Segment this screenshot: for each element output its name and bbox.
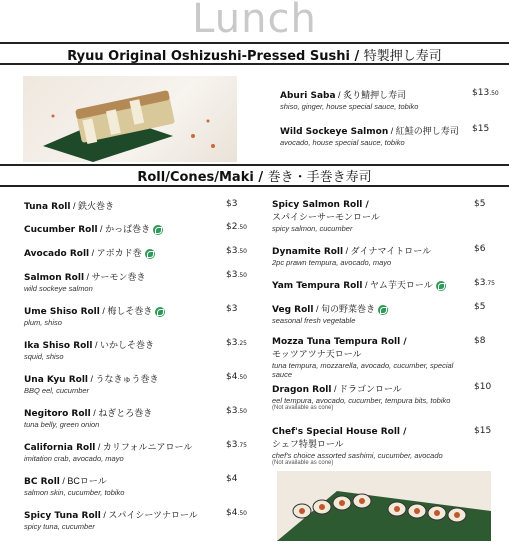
item-name-jp: サーモン巻き: [91, 272, 146, 282]
item-description: squid, shiso: [24, 352, 64, 361]
item-name: Ume Shiso Roll: [24, 307, 100, 317]
section-title-jp: 特製押し寿司: [363, 49, 442, 64]
item-name-jp: スパイシーツナロール: [108, 510, 198, 520]
vegetarian-icon: [436, 281, 446, 291]
item-name-jp: BCロール: [67, 476, 107, 486]
item-name: Mozza Tuna Tempura Roll /: [272, 337, 407, 347]
item-price: $15: [474, 426, 492, 436]
item-name: Cucumber Roll: [24, 225, 98, 235]
item-description: tuna belly, green onion: [24, 420, 100, 429]
item-price: $10: [474, 382, 492, 392]
item-name-jp: ドラゴンロール: [338, 384, 402, 394]
menu-item: Veg Roll / 旬の野菜巻き seasonal fresh vegetable: [272, 302, 472, 325]
item-name: Spicy Tuna Roll: [24, 511, 101, 521]
sushi-illustration: [23, 76, 237, 162]
menu-item: Tuna Roll / 鉄火巻き: [24, 201, 114, 212]
item-name: BC Roll: [24, 477, 60, 487]
item-description: wild sockeye salmon: [24, 284, 93, 293]
page-title: Lunch: [192, 0, 317, 42]
item-name-jp: モッツアツナ天ロール: [272, 349, 362, 359]
rolls-section-title: Roll/Cones/Maki / 巻き・手巻き寿司: [137, 170, 372, 185]
menu-item: Cucumber Roll / かっぱ巻き: [24, 222, 224, 235]
item-price: $5: [474, 302, 486, 312]
oshizushi-section-title: Ryuu Original Oshizushi-Pressed Sushi / 特製押し寿司: [67, 49, 442, 64]
menu-item: Negitoro Roll / ねぎとろ巻き tuna belly, green onion: [24, 406, 224, 429]
divider: [0, 63, 509, 65]
item-name: Yam Tempura Roll: [272, 281, 363, 291]
item-price: $13.50: [472, 88, 499, 98]
roll-photo: [277, 471, 491, 541]
menu-item: Una Kyu Roll / うなきゅう巻き BBQ eel, cucumber: [24, 372, 224, 395]
item-description: chef's choice assorted sashimi, cucumber, avocado: [272, 451, 443, 460]
item-price: $3.75: [474, 278, 495, 288]
item-price: $3.75: [226, 440, 247, 450]
item-name: Avocado Roll: [24, 249, 90, 259]
item-name-jp: ヤム芋天ロール: [370, 280, 433, 290]
menu-item: Aburi Saba / 炙り鯖押し寿司 shiso, ginger, house special sauce, tobiko: [280, 90, 419, 111]
item-name-jp: ねぎとろ巻き: [98, 408, 153, 418]
item-description: 2pc prawn tempura, avocado, mayo: [272, 258, 392, 267]
item-name-jp: 鉄火巻き: [77, 201, 114, 211]
item-price: $4: [226, 474, 238, 484]
item-name: Tuna Roll: [24, 202, 71, 212]
item-price: $8: [474, 336, 486, 346]
item-price: $3.50: [226, 246, 247, 256]
item-price: $2.50: [226, 222, 247, 232]
item-description: imitation crab, avocado, mayo: [24, 454, 124, 463]
item-name-jp: うなきゅう巻き: [95, 374, 159, 384]
menu-item: [272, 199, 472, 233]
item-name: Veg Roll: [272, 305, 314, 315]
item-price: $3.25: [226, 338, 247, 348]
section-title-en: Roll/Cones/Maki: [137, 170, 254, 185]
item-name-jp: スパイシーサーモンロール: [272, 212, 380, 222]
section-title-en: Ryuu Original Oshizushi-Pressed Sushi: [67, 49, 350, 64]
item-description: spicy salmon, cucumber: [272, 224, 353, 233]
item-name-jp: かっぱ巻き: [105, 224, 151, 234]
item-name: Dynamite Roll: [272, 247, 344, 257]
item-name-jp: カリフォルニアロール: [102, 442, 193, 452]
menu-item: Wild Sockeye Salmon / 紅鮭の押し寿司 avocado, house special sauce, tobiko: [280, 126, 459, 147]
item-description: BBQ eel, cucumber: [24, 386, 90, 395]
item-description: tuna tempura, mozzarella, avocado, cucumber, special sauce: [272, 361, 454, 379]
menu-item: BC Roll / BCロール salmon skin, cucumber, tobiko: [24, 474, 224, 497]
item-note: (Not available as cone): [272, 405, 334, 411]
item-description: salmon skin, cucumber, tobiko: [24, 488, 125, 497]
item-price: $3: [226, 199, 238, 209]
menu-item: [272, 336, 472, 379]
item-price: $4.50: [226, 372, 247, 382]
item-name-jp: アボカド巻: [96, 248, 142, 258]
item-name-jp: シェフ特製ロール: [272, 439, 344, 449]
item-name: Ika Shiso Roll: [24, 341, 93, 351]
vegetarian-icon: [155, 307, 165, 317]
item-name: California Roll: [24, 443, 96, 453]
item-name: Salmon Roll: [24, 273, 85, 283]
vegetarian-icon: [153, 225, 163, 235]
menu-item: Yam Tempura Roll / ヤム芋天ロール: [272, 278, 472, 291]
item-name: Chef's Special House Roll /: [272, 427, 407, 437]
item-description: spicy tuna, cucumber: [24, 522, 95, 531]
item-name: Spicy Salmon Roll /: [272, 200, 369, 210]
oshizushi-photo: [23, 76, 237, 162]
item-price: $5: [474, 199, 486, 209]
item-price: $15: [472, 124, 490, 134]
item-description: eel tempura, avocado, cucumber, tempura bits, tobiko: [272, 396, 451, 405]
vegetarian-icon: [378, 305, 388, 315]
item-name-jp: 旬の野菜巻き: [320, 304, 375, 314]
item-name-jp: 梅しそ巻き: [107, 306, 153, 316]
item-price: $6: [474, 244, 486, 254]
menu-item: California Roll / カリフォルニアロール imitation crab, avocado, mayo: [24, 440, 224, 463]
item-name: Negitoro Roll: [24, 409, 91, 419]
menu-item: Salmon Roll / サーモン巻き wild sockeye salmon: [24, 270, 224, 293]
item-description: plum, shiso: [24, 318, 62, 327]
item-note: (Not available as cone): [272, 460, 334, 466]
menu-item: Ika Shiso Roll / いかしそ巻き squid, shiso: [24, 338, 224, 361]
item-name: Dragon Roll: [272, 385, 332, 395]
menu-item: [272, 426, 472, 466]
divider: [0, 42, 509, 44]
item-name-jp: いかしそ巻き: [100, 340, 155, 350]
menu-item: Ume Shiso Roll / 梅しそ巻き plum, shiso: [24, 304, 224, 327]
roll-illustration: [277, 471, 491, 541]
item-name: Una Kyu Roll: [24, 375, 89, 385]
item-price: $3.50: [226, 270, 247, 280]
vegetarian-icon: [145, 249, 155, 259]
menu-item: Dynamite Roll / ダイナマイトロール 2pc prawn tempura, avocado, mayo: [272, 244, 472, 267]
item-price: $3: [226, 304, 238, 314]
item-price: $4.50: [226, 508, 247, 518]
item-name-jp: ダイナマイトロール: [350, 246, 432, 256]
menu-item: Spicy Tuna Roll / スパイシーツナロール spicy tuna, cucumber: [24, 508, 224, 531]
item-price: $3.50: [226, 406, 247, 416]
divider: [0, 185, 509, 187]
section-title-jp: 巻き・手巻き寿司: [267, 170, 372, 185]
menu-item: Dragon Roll / ドラゴンロール eel tempura, avocado, cucumber, tempura bits, tobiko (Not available as cone): [272, 382, 472, 411]
item-description: seasonal fresh vegetable: [272, 316, 356, 325]
menu-item: Avocado Roll / アボカド巻: [24, 246, 224, 259]
